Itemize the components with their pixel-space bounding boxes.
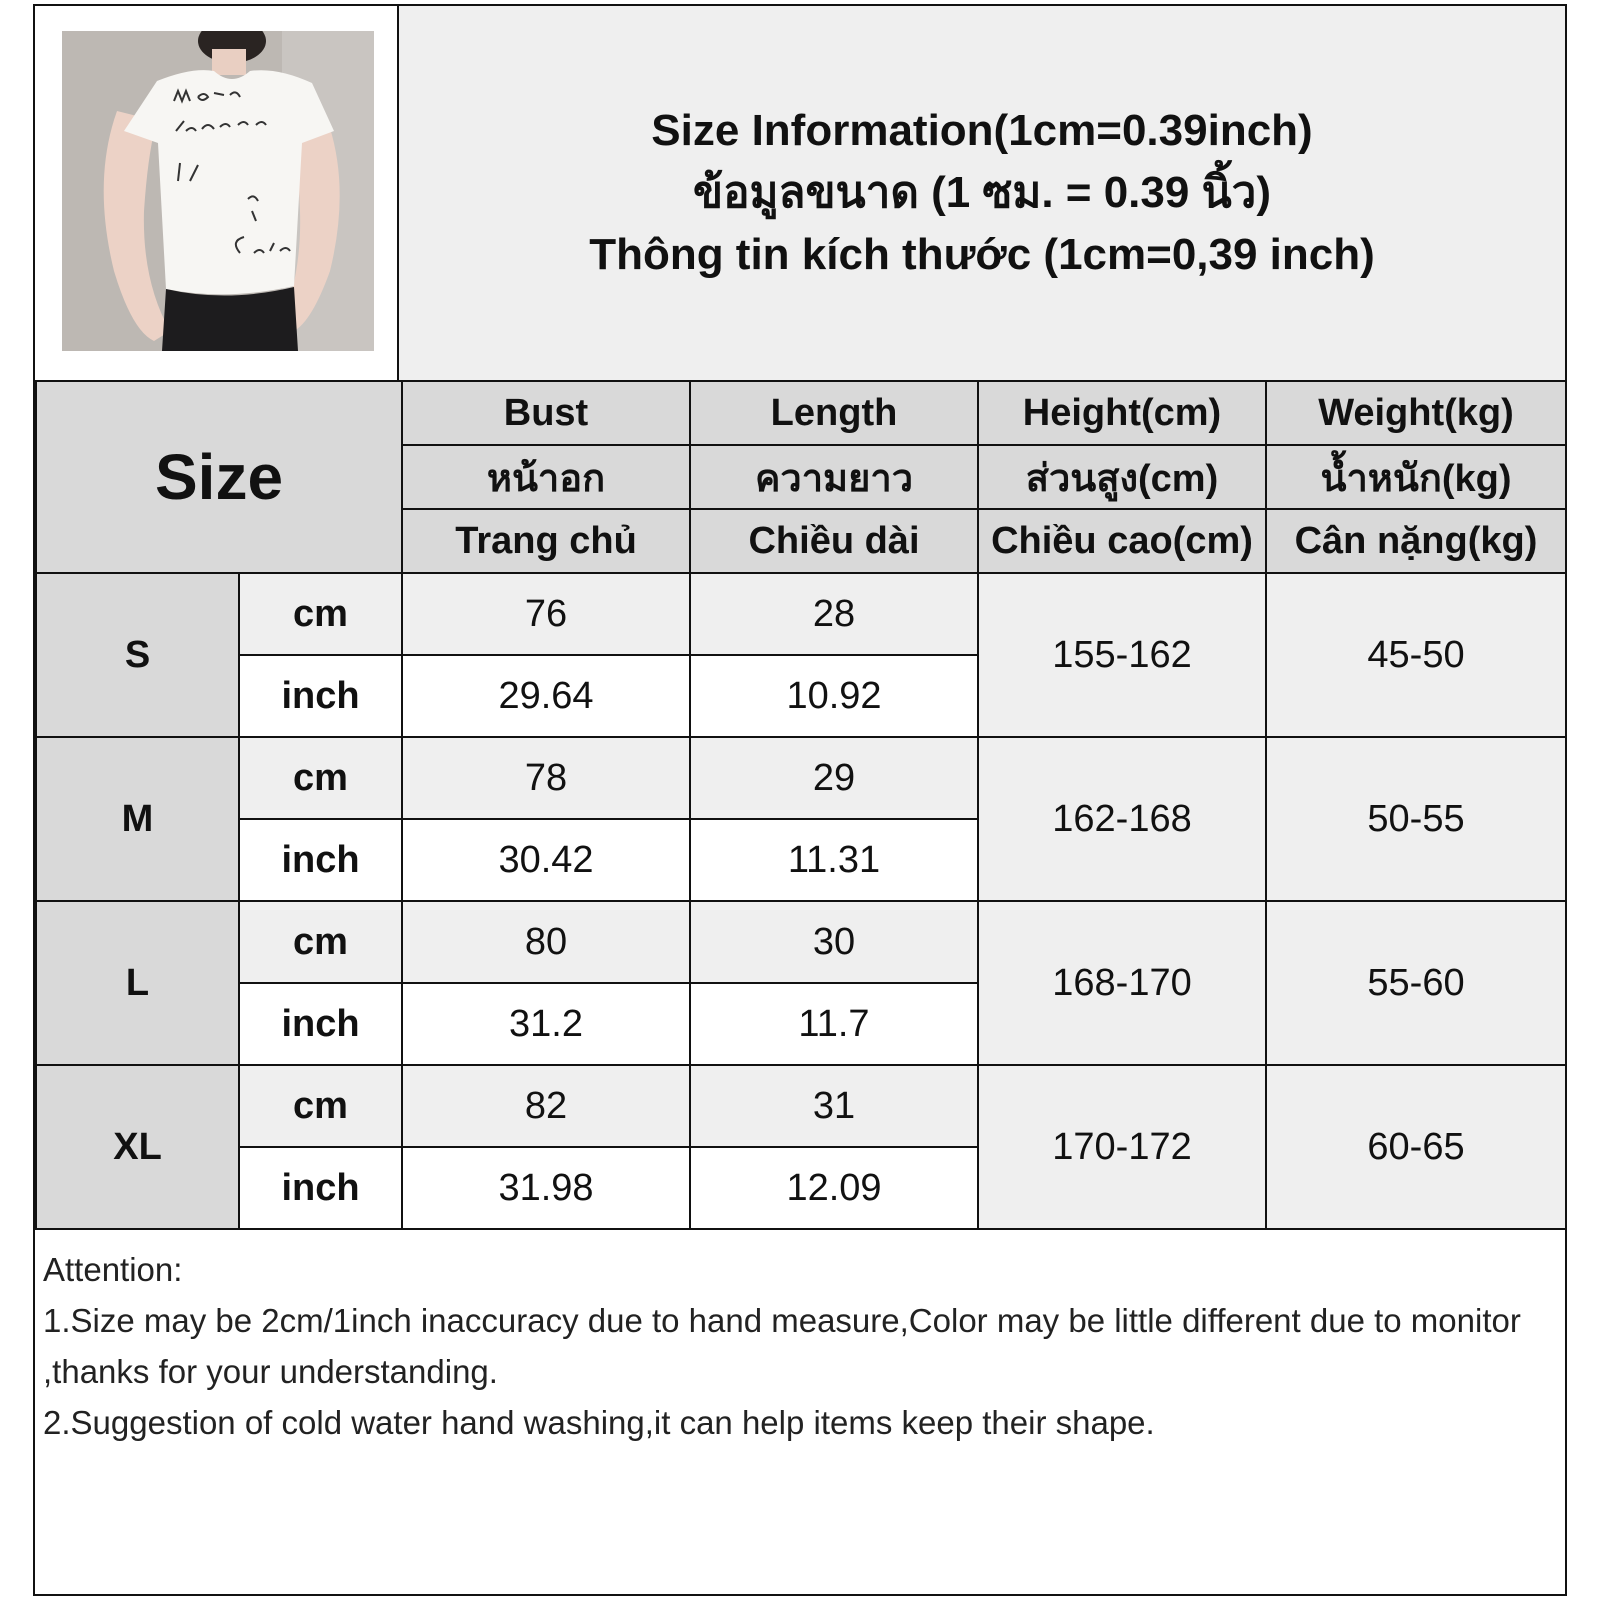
height-range: 155-162 xyxy=(978,573,1266,737)
product-photo-cell xyxy=(35,6,399,380)
unit-inch: inch xyxy=(239,1147,402,1229)
unit-cm: cm xyxy=(239,737,402,819)
header-row-english xyxy=(36,381,1566,445)
height-range: 170-172 xyxy=(978,1065,1266,1229)
bust-inch: 29.64 xyxy=(402,655,690,737)
header-weight: Weight(kg) xyxy=(1266,381,1566,445)
table-row xyxy=(36,737,1566,819)
weight-range: 45-50 xyxy=(1266,573,1566,737)
title-thai: ข้อมูลขนาด (1 ซม. = 0.39 นิ้ว) xyxy=(692,168,1271,217)
height-range: 168-170 xyxy=(978,901,1266,1065)
size-label: L xyxy=(36,901,239,1065)
size-label: XL xyxy=(36,1065,239,1229)
header-height-vi: Chiều cao(cm) xyxy=(978,509,1266,573)
length-inch: 10.92 xyxy=(690,655,978,737)
weight-range: 50-55 xyxy=(1266,737,1566,901)
unit-inch: inch xyxy=(239,655,402,737)
header-bust: Bust xyxy=(402,381,690,445)
size-table xyxy=(35,380,1567,1230)
title-vietnamese: Thông tin kích thước (1cm=0,39 inch) xyxy=(589,230,1375,279)
tshirt-model-icon xyxy=(62,31,374,351)
header-length: Length xyxy=(690,381,978,445)
header-weight-vi: Cân nặng(kg) xyxy=(1266,509,1566,573)
length-cm: 28 xyxy=(690,573,978,655)
bust-cm: 82 xyxy=(402,1065,690,1147)
bust-cm: 78 xyxy=(402,737,690,819)
header-bust-vi: Trang chủ xyxy=(402,509,690,573)
bust-inch: 31.98 xyxy=(402,1147,690,1229)
unit-cm: cm xyxy=(239,573,402,655)
length-cm: 29 xyxy=(690,737,978,819)
header-weight-thai: น้ำหนัก(kg) xyxy=(1266,445,1566,509)
title-english: Size Information(1cm=0.39inch) xyxy=(651,106,1313,155)
length-cm: 30 xyxy=(690,901,978,983)
weight-range: 55-60 xyxy=(1266,901,1566,1065)
attention-notes xyxy=(35,1240,1565,1452)
note-item-2: 2.Suggestion of cold water hand washing,it can help items keep their shape. xyxy=(43,1404,1155,1441)
length-inch: 11.7 xyxy=(690,983,978,1065)
table-row xyxy=(36,1065,1566,1147)
size-chart xyxy=(33,4,1567,1596)
bust-cm: 76 xyxy=(402,573,690,655)
size-label: M xyxy=(36,737,239,901)
bust-inch: 30.42 xyxy=(402,819,690,901)
chart-header xyxy=(35,6,1565,380)
unit-cm: cm xyxy=(239,1065,402,1147)
header-length-thai: ความยาว xyxy=(690,445,978,509)
bust-cm: 80 xyxy=(402,901,690,983)
size-column-header: Size xyxy=(36,381,402,573)
header-bust-thai: หน้าอก xyxy=(402,445,690,509)
bust-inch: 31.2 xyxy=(402,983,690,1065)
table-row xyxy=(36,573,1566,655)
notes-heading: Attention: xyxy=(43,1251,183,1288)
table-row xyxy=(36,901,1566,983)
header-height: Height(cm) xyxy=(978,381,1266,445)
size-label: S xyxy=(36,573,239,737)
header-height-thai: ส่วนสูง(cm) xyxy=(978,445,1266,509)
unit-inch: inch xyxy=(239,819,402,901)
unit-cm: cm xyxy=(239,901,402,983)
note-item-1: 1.Size may be 2cm/1inch inaccuracy due to hand measure,Color may be little different due to monitor ,thanks for your understanding. xyxy=(43,1302,1521,1390)
length-inch: 11.31 xyxy=(690,819,978,901)
header-length-vi: Chiều dài xyxy=(690,509,978,573)
weight-range: 60-65 xyxy=(1266,1065,1566,1229)
product-photo xyxy=(62,31,374,351)
length-inch: 12.09 xyxy=(690,1147,978,1229)
height-range: 162-168 xyxy=(978,737,1266,901)
length-cm: 31 xyxy=(690,1065,978,1147)
unit-inch: inch xyxy=(239,983,402,1065)
title-block xyxy=(399,6,1565,380)
